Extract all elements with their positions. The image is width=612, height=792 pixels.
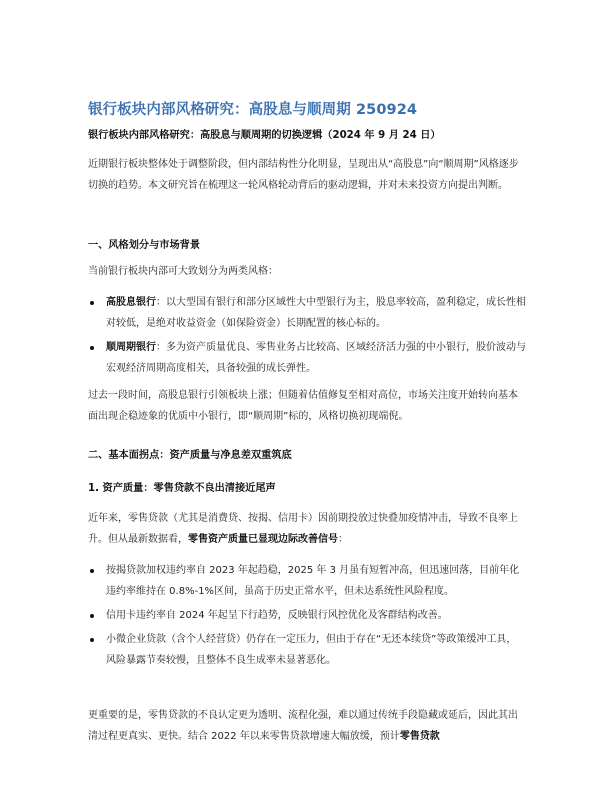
section2-subheading: 1. 资产质量：零售贷款不良出清接近尾声	[88, 483, 276, 494]
style-bullet-list	[88, 292, 526, 379]
paragraph-text: 更重要的是，零售贷款的不良认定更为透明、流程化强，难以通过传统手段隐藏或延后，因此其出清过程更真实、更快。结合 2022 年以来零售贷款增速大幅放缓，预计	[88, 710, 518, 742]
bullet-text: 信用卡违约率自 2024 年起呈下行趋势，反映银行风控优化及客群结构改善。	[106, 610, 448, 621]
document-subtitle: 银行板块内部风格研究：高股息与顺周期的切换逻辑（2024 年 9 月 24 日）	[88, 130, 441, 141]
list-item	[88, 629, 526, 671]
bullet-text: 小微企业贷款（含个人经营贷）仍存在一定压力，但由于存在“无还本续贷”等政策缓冲工具，风险暴露节奏较慢，且整体不良生成率未显著恶化。	[106, 634, 517, 666]
asset-quality-bullet-list	[88, 560, 526, 671]
list-item	[88, 292, 526, 334]
bullet-dot-icon	[90, 346, 94, 350]
final-paragraph	[88, 705, 526, 747]
paragraph-emphasis: 零售资产质量已显现边际改善信号	[188, 534, 338, 545]
bullet-text: ：以大型国有银行和部分区域性大中型银行为主，股息率较高，盈利稳定，成长性相对较低，是绝对收益资金（如保险资金）长期配置的核心标的。	[106, 297, 526, 329]
section1-closing: 过去一段时间，高股息银行引领板块上涨；但随着估值修复至相对高位，市场关注度开始转向基本面出现企稳迹象的优质中小银行，即“顺周期”标的，风格切换初现端倪。	[88, 390, 518, 422]
bullet-dot-icon	[90, 614, 94, 618]
bullet-dot-icon	[90, 638, 94, 642]
paragraph-text: ：	[338, 534, 348, 545]
intro-paragraph: 近期银行板块整体处于调整阶段，但内部结构性分化明显，呈现出从“高股息”向“顺周期”风格逐步切换的趋势。本文研究旨在梳理这一轮风格轮动背后的驱动逻辑，并对未来投资方向提出判断。	[88, 159, 519, 191]
bullet-dot-icon	[90, 301, 94, 305]
bullet-term: 高股息银行	[106, 297, 156, 308]
list-item	[88, 337, 526, 379]
bullet-text: ：多为资产质量优良、零售业务占比较高、区域经济活力强的中小银行，股价波动与宏观经济周期高度相关，具备较强的成长弹性。	[106, 342, 526, 374]
section2-heading: 二、基本面拐点：资产质量与净息差双重筑底	[88, 450, 292, 461]
bullet-text: 按揭贷款加权违约率自 2023 年起趋稳，2025 年 3 月虽有短暂冲高，但迅速回落，目前年化违约率维持在 0.8%-1%区间，虽高于历史正常水平，但未达系统性风险程度。	[106, 565, 520, 597]
paragraph-text: 近年来，零售贷款（尤其是消费贷、按揭、信用卡）因前期投放过快叠加疫情冲击，导致不良率上升。但从最新数据看，	[88, 513, 518, 545]
asset-quality-paragraph	[88, 508, 526, 550]
document-title: 银行板块内部风格研究：高股息与顺周期 250924	[88, 102, 418, 118]
section1-lead: 当前银行板块内部可大致划分为两类风格：	[88, 266, 278, 277]
list-item	[88, 605, 526, 626]
bullet-term: 顺周期银行	[106, 342, 156, 353]
paragraph-emphasis: 零售贷款	[399, 731, 440, 742]
list-item	[88, 560, 526, 602]
bullet-dot-icon	[90, 569, 94, 573]
section1-heading: 一、风格划分与市场背景	[88, 240, 201, 251]
